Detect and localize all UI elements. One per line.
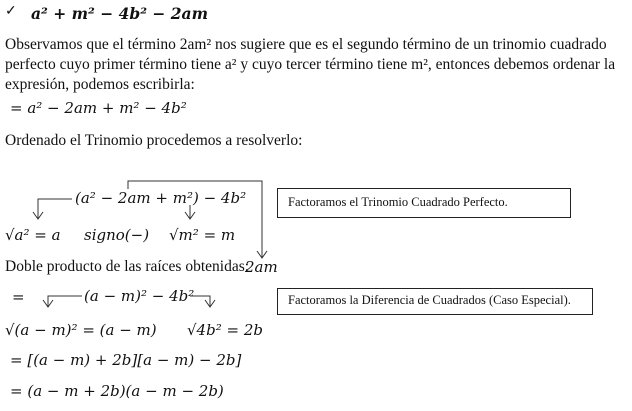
arrow-double-product <box>128 181 262 258</box>
factored-step: = [(a − m) + 2b][a − m) − 2b] <box>10 351 242 369</box>
root-m: √m² = m <box>169 226 236 244</box>
double-product-value: 2am <box>245 258 278 276</box>
arrow-to-root-a <box>38 199 72 218</box>
arrow-to-root-left <box>48 296 82 306</box>
note-trinomial: Factoramos el Trinomio Cuadrado Perfecto. <box>288 195 508 209</box>
intro-line-3: expresión, podemos escribirla: <box>5 76 195 93</box>
check-icon: ✓ <box>5 4 17 19</box>
note-difference: Factoramos la Diferencia de Cuadrados (Caso Especial). <box>288 293 571 307</box>
equals-sign: = <box>12 288 25 306</box>
final-result: = (a − m + 2b)(a − m − 2b) <box>10 382 224 400</box>
double-product-text: Doble producto de las raíces obtenidas: <box>5 258 250 275</box>
difference-of-squares: (a − m)² − 4b² <box>84 287 195 305</box>
trinomial-expression: (a² − 2am + m²) − 4b² <box>75 189 247 207</box>
ordered-statement: Ordenado el Trinomio procedemos a resolverlo: <box>5 132 303 149</box>
root-left: √(a − m)² = (a − m) <box>5 321 157 339</box>
root-a: √a² = a <box>5 226 61 244</box>
sign-label: signo(−) <box>84 226 150 244</box>
intro-line-1: Observamos que el término 2am² nos sugiere que es el segundo término de un trinomio cuadrado <box>5 36 607 53</box>
reordered-expression: = a² − 2am + m² − 4b² <box>10 99 187 117</box>
exercise-expression: a² + m² − 4b² − 2am <box>31 4 209 23</box>
root-right: √4b² = 2b <box>187 321 263 339</box>
arrow-to-root-right <box>190 296 210 306</box>
intro-line-2: perfecto cuyo primer término tiene a² y cuyo tercer término tiene m², entonces debemos ordenar la <box>5 56 616 73</box>
